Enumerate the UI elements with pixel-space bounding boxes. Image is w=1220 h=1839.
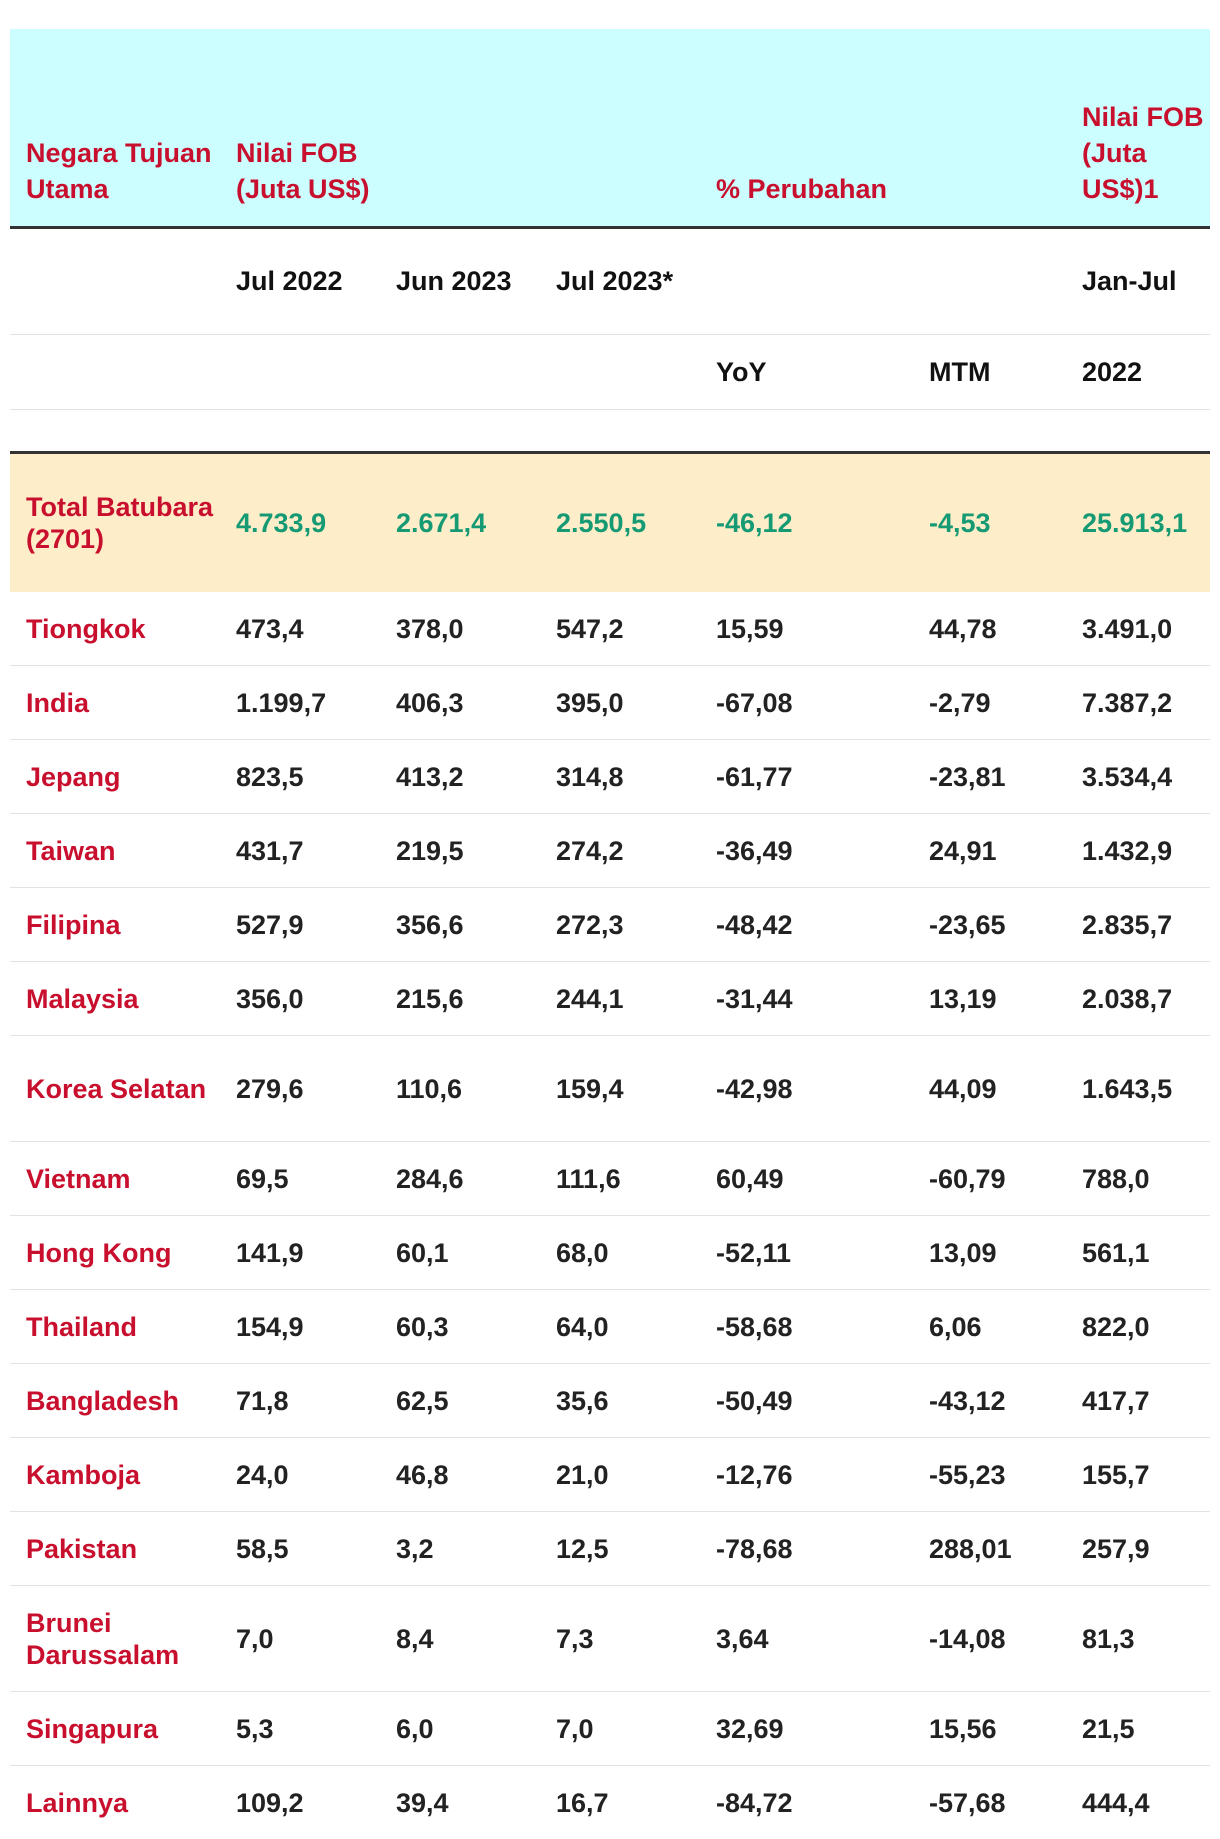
subheader-empty-3 (913, 228, 1066, 335)
header-empty-1 (380, 29, 540, 228)
jun-2023-cell: 219,5 (380, 814, 540, 888)
table-row (10, 1142, 1210, 1216)
jul-2022-cell: 109,2 (220, 1766, 380, 1839)
jul-2022-cell: 5,3 (220, 1692, 380, 1766)
yoy-cell: -52,11 (700, 1216, 913, 1290)
jan-jul-2022-cell: 561,1 (1066, 1216, 1210, 1290)
subheader-empty-2 (700, 228, 913, 335)
country-cell: Filipina (10, 888, 220, 962)
country-cell: Vietnam (10, 1142, 220, 1216)
jun-2023-cell: 8,4 (380, 1586, 540, 1692)
subheader-jan-jul: Jan-Jul (1066, 228, 1210, 335)
table-row (10, 1216, 1210, 1290)
jul-2023-cell: 244,1 (540, 962, 700, 1036)
yoy-cell: -48,42 (700, 888, 913, 962)
table-row (10, 1364, 1210, 1438)
total-jun-2023: 2.671,4 (380, 453, 540, 593)
jul-2022-cell: 1.199,7 (220, 666, 380, 740)
jan-jul-2022-cell: 1.643,5 (1066, 1036, 1210, 1142)
jan-jul-2022-cell: 7.387,2 (1066, 666, 1210, 740)
country-cell: Brunei Darussalam (10, 1586, 220, 1692)
jul-2022-cell: 69,5 (220, 1142, 380, 1216)
header-spacer (10, 410, 1210, 453)
country-cell: Jepang (10, 740, 220, 814)
jan-jul-2022-cell: 2.835,7 (1066, 888, 1210, 962)
yoy-cell: -84,72 (700, 1766, 913, 1839)
mtm-cell: -2,79 (913, 666, 1066, 740)
table-header-row (10, 29, 1210, 228)
mtm-cell: -60,79 (913, 1142, 1066, 1216)
subheader-jun-2023: Jun 2023 (380, 228, 540, 335)
jul-2023-cell: 7,0 (540, 1692, 700, 1766)
header-empty-3 (913, 29, 1066, 228)
total-row (10, 453, 1210, 593)
jul-2023-cell: 547,2 (540, 592, 700, 666)
jun-2023-cell: 60,3 (380, 1290, 540, 1364)
mtm-cell: -55,23 (913, 1438, 1066, 1512)
subheader-mtm: MTM (913, 335, 1066, 410)
country-cell: Thailand (10, 1290, 220, 1364)
table-row (10, 1036, 1210, 1142)
jun-2023-cell: 3,2 (380, 1512, 540, 1586)
mtm-cell: 44,09 (913, 1036, 1066, 1142)
yoy-cell: 15,59 (700, 592, 913, 666)
jan-jul-2022-cell: 822,0 (1066, 1290, 1210, 1364)
table-row (10, 1290, 1210, 1364)
yoy-cell: -78,68 (700, 1512, 913, 1586)
subheader-year: 2022 (1066, 335, 1210, 410)
mtm-cell: -43,12 (913, 1364, 1066, 1438)
table-row (10, 1586, 1210, 1692)
header-country: Negara Tujuan Utama (10, 29, 220, 228)
country-cell: Tiongkok (10, 592, 220, 666)
header-empty-2 (540, 29, 700, 228)
mtm-cell: -14,08 (913, 1586, 1066, 1692)
table-subheader-row (10, 228, 1210, 335)
jun-2023-cell: 413,2 (380, 740, 540, 814)
table-row (10, 666, 1210, 740)
table-row (10, 592, 1210, 666)
subheader-jul-2023: Jul 2023* (540, 228, 700, 335)
jun-2023-cell: 356,6 (380, 888, 540, 962)
total-mtm: -4,53 (913, 453, 1066, 593)
subheader-yoy: YoY (700, 335, 913, 410)
jun-2023-cell: 6,0 (380, 1692, 540, 1766)
total-yoy: -46,12 (700, 453, 913, 593)
jan-jul-2022-cell: 3.534,4 (1066, 740, 1210, 814)
jun-2023-cell: 284,6 (380, 1142, 540, 1216)
jun-2023-cell: 110,6 (380, 1036, 540, 1142)
yoy-cell: 32,69 (700, 1692, 913, 1766)
jan-jul-2022-cell: 21,5 (1066, 1692, 1210, 1766)
jan-jul-2022-cell: 2.038,7 (1066, 962, 1210, 1036)
jul-2022-cell: 356,0 (220, 962, 380, 1036)
jun-2023-cell: 62,5 (380, 1364, 540, 1438)
jan-jul-2022-cell: 1.432,9 (1066, 814, 1210, 888)
jul-2022-cell: 7,0 (220, 1586, 380, 1692)
yoy-cell: -31,44 (700, 962, 913, 1036)
jun-2023-cell: 60,1 (380, 1216, 540, 1290)
mtm-cell: 44,78 (913, 592, 1066, 666)
jul-2022-cell: 279,6 (220, 1036, 380, 1142)
total-jan-jul-2022: 25.913,1 (1066, 453, 1210, 593)
jul-2023-cell: 272,3 (540, 888, 700, 962)
mtm-cell: 288,01 (913, 1512, 1066, 1586)
country-cell: India (10, 666, 220, 740)
yoy-cell: -50,49 (700, 1364, 913, 1438)
mtm-cell: 13,19 (913, 962, 1066, 1036)
header-fob-value-cumulative: Nilai FOB (Juta US$)1 (1066, 29, 1210, 228)
mtm-cell: 24,91 (913, 814, 1066, 888)
jul-2022-cell: 141,9 (220, 1216, 380, 1290)
yoy-cell: -61,77 (700, 740, 913, 814)
mtm-cell: 15,56 (913, 1692, 1066, 1766)
subheader-empty (10, 228, 220, 335)
jul-2023-cell: 314,8 (540, 740, 700, 814)
country-cell: Kamboja (10, 1438, 220, 1512)
jul-2023-cell: 21,0 (540, 1438, 700, 1512)
yoy-cell: -42,98 (700, 1036, 913, 1142)
jul-2022-cell: 24,0 (220, 1438, 380, 1512)
jan-jul-2022-cell: 788,0 (1066, 1142, 1210, 1216)
jan-jul-2022-cell: 3.491,0 (1066, 592, 1210, 666)
country-cell: Korea Selatan (10, 1036, 220, 1142)
jul-2023-cell: 35,6 (540, 1364, 700, 1438)
jun-2023-cell: 378,0 (380, 592, 540, 666)
jul-2023-cell: 159,4 (540, 1036, 700, 1142)
total-label: Total Batubara (2701) (10, 453, 220, 593)
jul-2022-cell: 431,7 (220, 814, 380, 888)
yoy-cell: -67,08 (700, 666, 913, 740)
jul-2023-cell: 111,6 (540, 1142, 700, 1216)
jul-2022-cell: 527,9 (220, 888, 380, 962)
jun-2023-cell: 406,3 (380, 666, 540, 740)
yoy-cell: 60,49 (700, 1142, 913, 1216)
jan-jul-2022-cell: 444,4 (1066, 1766, 1210, 1839)
country-cell: Taiwan (10, 814, 220, 888)
jun-2023-cell: 39,4 (380, 1766, 540, 1839)
total-jul-2022: 4.733,9 (220, 453, 380, 593)
header-percent-change: % Perubahan (700, 29, 913, 228)
mtm-cell: -23,65 (913, 888, 1066, 962)
jul-2022-cell: 154,9 (220, 1290, 380, 1364)
country-cell: Lainnya (10, 1766, 220, 1839)
table-row (10, 814, 1210, 888)
jul-2022-cell: 58,5 (220, 1512, 380, 1586)
jul-2022-cell: 71,8 (220, 1364, 380, 1438)
mtm-cell: -23,81 (913, 740, 1066, 814)
jan-jul-2022-cell: 417,7 (1066, 1364, 1210, 1438)
table-row (10, 1692, 1210, 1766)
country-cell: Bangladesh (10, 1364, 220, 1438)
yoy-cell: -36,49 (700, 814, 913, 888)
table-row (10, 1512, 1210, 1586)
yoy-cell: -58,68 (700, 1290, 913, 1364)
mtm-cell: -57,68 (913, 1766, 1066, 1839)
jul-2023-cell: 12,5 (540, 1512, 700, 1586)
table-row (10, 740, 1210, 814)
table-row (10, 1438, 1210, 1512)
table-subheader-row-2 (10, 335, 1210, 410)
table-row (10, 888, 1210, 962)
mtm-cell: 6,06 (913, 1290, 1066, 1364)
country-cell: Singapura (10, 1692, 220, 1766)
country-cell: Hong Kong (10, 1216, 220, 1290)
jul-2022-cell: 473,4 (220, 592, 380, 666)
yoy-cell: 3,64 (700, 1586, 913, 1692)
yoy-cell: -12,76 (700, 1438, 913, 1512)
mtm-cell: 13,09 (913, 1216, 1066, 1290)
jun-2023-cell: 46,8 (380, 1438, 540, 1512)
coal-export-table-container (10, 29, 1210, 1839)
country-cell: Malaysia (10, 962, 220, 1036)
header-fob-value: Nilai FOB (Juta US$) (220, 29, 380, 228)
jul-2023-cell: 274,2 (540, 814, 700, 888)
jan-jul-2022-cell: 155,7 (1066, 1438, 1210, 1512)
coal-export-table (10, 29, 1210, 1839)
jan-jul-2022-cell: 257,9 (1066, 1512, 1210, 1586)
total-jul-2023: 2.550,5 (540, 453, 700, 593)
country-cell: Pakistan (10, 1512, 220, 1586)
jun-2023-cell: 215,6 (380, 962, 540, 1036)
jul-2022-cell: 823,5 (220, 740, 380, 814)
jul-2023-cell: 68,0 (540, 1216, 700, 1290)
jul-2023-cell: 395,0 (540, 666, 700, 740)
jul-2023-cell: 7,3 (540, 1586, 700, 1692)
jul-2023-cell: 16,7 (540, 1766, 700, 1839)
jan-jul-2022-cell: 81,3 (1066, 1586, 1210, 1692)
subheader-jul-2022: Jul 2022 (220, 228, 380, 335)
jul-2023-cell: 64,0 (540, 1290, 700, 1364)
table-row (10, 962, 1210, 1036)
